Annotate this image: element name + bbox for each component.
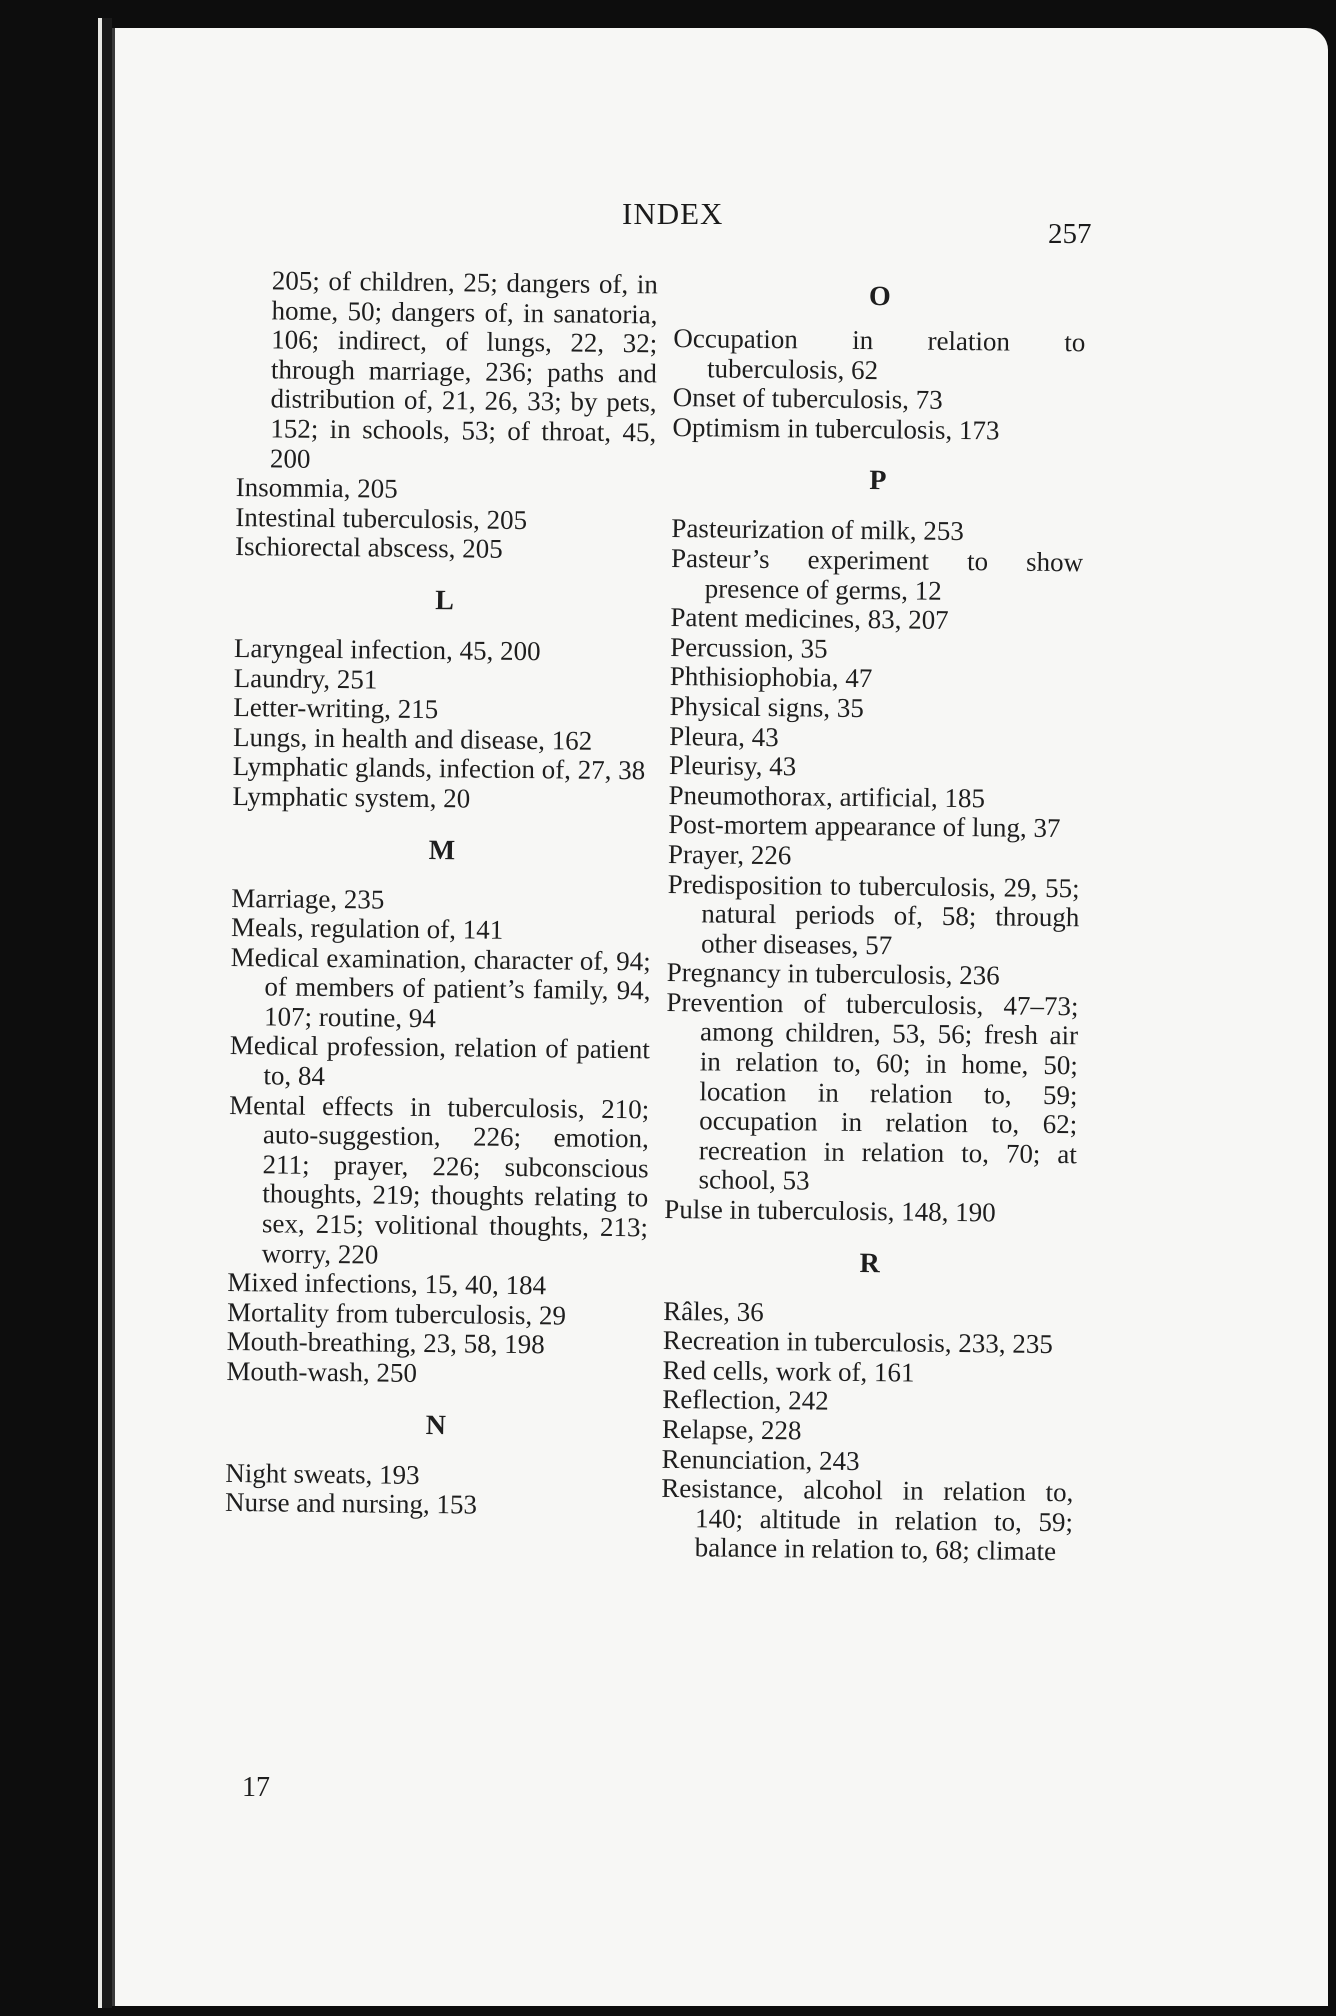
index-letter-M: M [428,834,456,866]
index-entry: Pasteur’s experiment to show presence of germs, 12 [670,542,1084,606]
index-entry: Medical examination, character of, 94; of members of patient’s family, 94, 107; routine, 94 [230,941,651,1033]
index-entry: Mouth-wash, 250 [226,1355,418,1388]
index-entry: Recreation in tuberculosis, 233, 235 [662,1325,1053,1360]
signature-mark: 17 [242,1772,270,1803]
index-entry: Occupation in relation to tuberculosis, 62 [673,322,1086,385]
index-entry: Pleurisy, 43 [668,750,797,782]
index-entry: Predisposition to tuberculosis, 29, 55; natural periods of, 58; through other diseases, 57 [667,868,1080,961]
index-section-I-continued [235,266,658,566]
index-entry: Phthisiophobia, 47 [669,661,873,694]
index-entry: Laundry, 251 [233,662,378,695]
index-letter-P: P [869,465,887,497]
index-entry: Optimism in tuberculosis, 173 [672,411,1000,446]
index-entry: Pulse in tuberculosis, 148, 190 [664,1193,996,1228]
index-entry: Meals, regulation of, 141 [230,912,504,945]
book-spine-edge [98,18,112,2008]
index-entry: Post-mortem appearance of lung, 37 [668,809,1061,844]
index-entry: Râles, 36 [663,1295,764,1327]
index-section-M [226,883,651,1390]
index-entry: Letter-writing, 215 [233,692,439,725]
index-entry: Lungs, in health and disease, 162 [232,721,593,756]
index-column-left [225,266,658,1522]
index-entry: Red cells, work of, 161 [662,1354,915,1388]
running-head: INDEX [622,196,724,231]
index-entry: Prevention of tuberculosis, 47–73; among children, 53, 56; fresh air in relation to, 60; in home, 50; location in relation to, 59; occupation in relation to, 62; recreation in relation to, 70; at school, 53 [666,986,1079,1196]
index-entry: Mortality from tuberculosis, 29 [226,1296,567,1331]
index-section-O [672,324,1085,447]
index-letter-L: L [435,585,455,617]
index-entry: Lymphatic system, 20 [232,780,471,814]
index-entry: Pasteurization of milk, 253 [671,513,964,547]
index-entry: Insommia, 205 [235,472,398,504]
index-section-L [232,634,654,816]
index-entry: Lymphatic glands, infection of, 27, 38 [232,751,646,786]
index-letter-O: O [868,281,891,313]
index-section-P [664,514,1083,1229]
index-entry: Pregnancy in tuberculosis, 236 [666,957,1000,991]
index-section-R [661,1297,1076,1568]
index-entry: Renunciation, 243 [661,1443,860,1476]
index-entry: Prayer, 226 [667,838,792,871]
index-entry: Patent medicines, 83, 207 [670,602,949,636]
index-letter-N: N [425,1409,447,1441]
index-entry: Marriage, 235 [231,882,385,915]
index-entry: Night sweats, 193 [225,1457,420,1490]
index-entry: 205; of children, 25; dangers of, in home, 50; dangers of, in sanatoria, 106; indirect, of lungs, 22, 32; through marriage, 236; paths and distribution of, 21, 26, 33; by pets, 152; in schools, 53; of throat, 45, 200 [269,265,658,474]
index-entry: Relapse, 228 [661,1413,802,1446]
index-entry: Medical profession, relation of patient to, 84 [229,1030,650,1092]
index-entry: Pneumothorax, artificial, 185 [668,779,986,814]
index-entry: Physical signs, 35 [669,690,864,723]
index-entry: Mixed infections, 15, 40, 184 [227,1267,547,1301]
index-column-right [661,280,1086,1567]
index-entry: Nurse and nursing, 153 [224,1487,478,1520]
index-entry: Ischiorectal abscess, 205 [234,531,503,565]
index-entry: Pleura, 43 [669,720,779,752]
index-entry: Onset of tuberculosis, 73 [672,382,943,416]
index-entry: Reflection, 242 [662,1384,829,1417]
page-number: 257 [1048,218,1092,250]
index-entry: Resistance, alcohol in relation to, 140; altitude in relation to, 59; balance in relation to, 68; climate [661,1473,1074,1567]
index-entry: Mouth-breathing, 23, 58, 198 [226,1326,545,1360]
index-entry: Intestinal tuberculosis, 205 [235,501,528,535]
index-entry: Percussion, 35 [670,631,828,664]
index-section-N [225,1459,646,1523]
index-entry: Mental effects in tuberculosis, 210; auto-suggestion, 226; emotion, 211; prayer, 226; subconscious thoughts, 219; thoughts relating to sex, 215; volitional thoughts, 213; worry, 220 [229,1089,650,1270]
index-letter-R: R [859,1247,880,1279]
index-entry: Laryngeal infection, 45, 200 [233,632,541,667]
